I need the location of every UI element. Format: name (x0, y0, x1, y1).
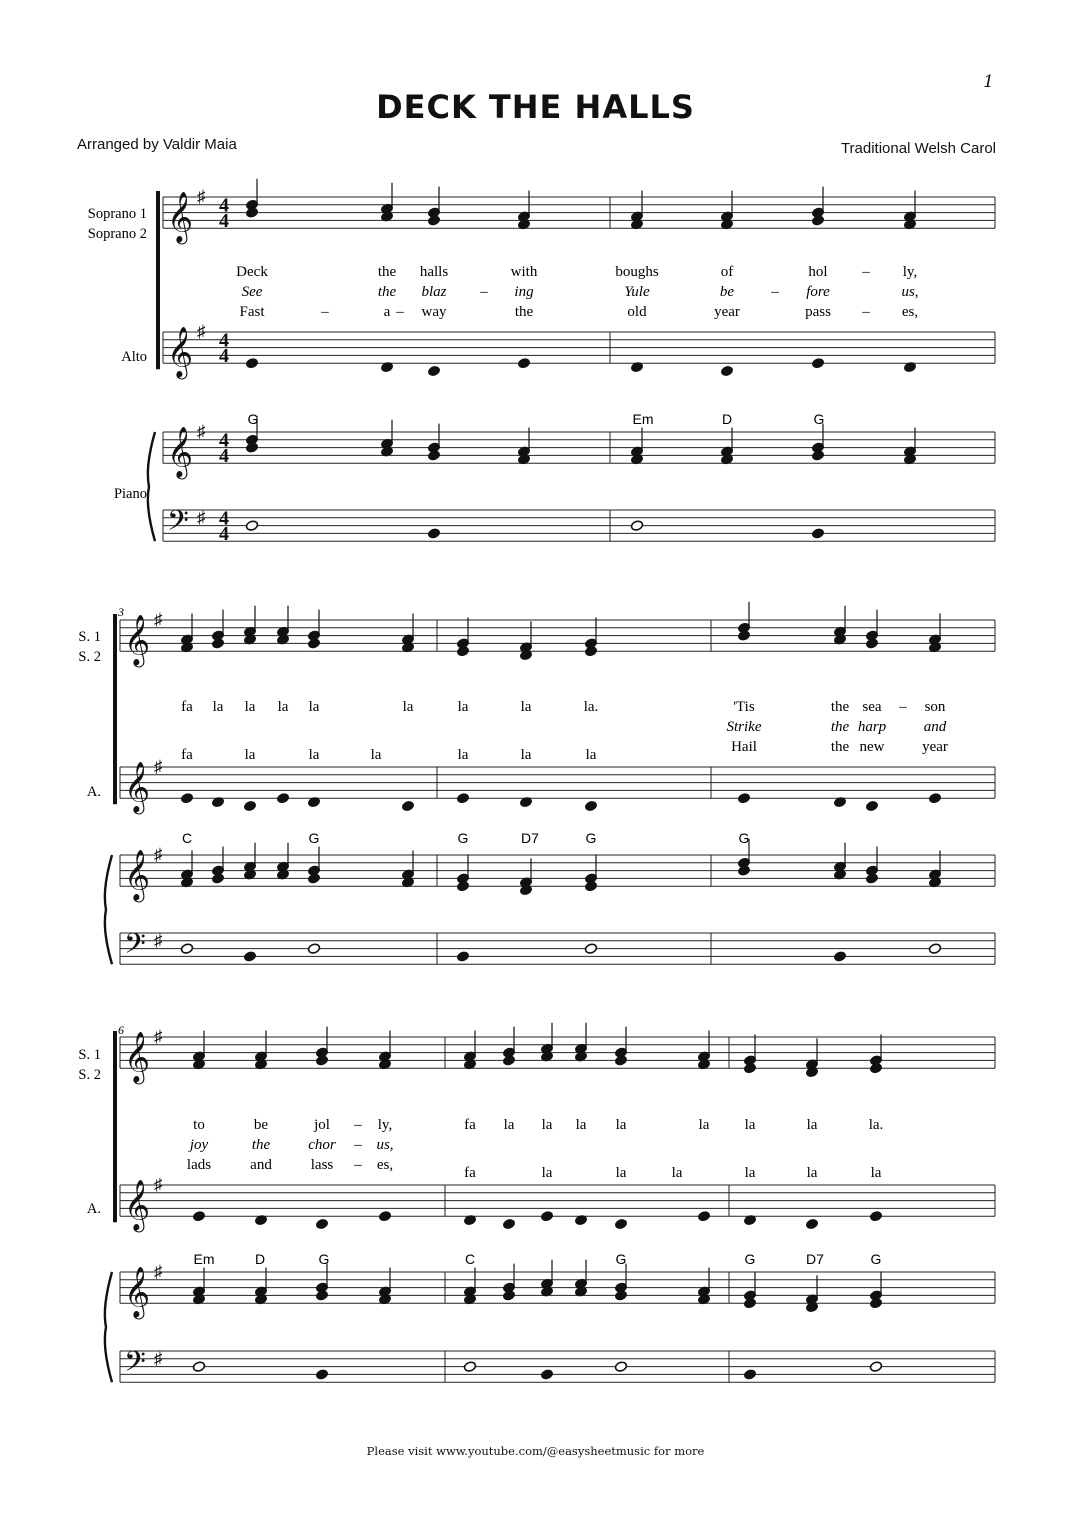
lyric-syllable: – (862, 304, 870, 320)
sharp-icon: ♯ (154, 930, 163, 950)
note-head (928, 943, 941, 955)
sharp-icon: ♯ (154, 610, 163, 629)
lyric-syllable: – (396, 304, 404, 320)
lyric-syllable: blaz (421, 284, 447, 300)
note-head (307, 638, 320, 650)
lyric-syllable: la. (868, 1117, 884, 1133)
alto-lyric-syllable: la (615, 1165, 627, 1181)
lyric-syllable: – (771, 284, 779, 300)
bass-clef-icon: 𝄢 (124, 929, 146, 967)
note-head (211, 873, 224, 885)
note-head (276, 792, 289, 804)
lyric-syllable: be (253, 1117, 269, 1133)
chord-symbol: G (615, 1251, 627, 1267)
note-head (540, 1369, 553, 1381)
note-head (502, 1218, 515, 1230)
note-head (211, 638, 224, 650)
lyric-syllable: to (193, 1117, 205, 1133)
lyric-syllable: la (244, 699, 256, 715)
treble-clef-icon: 𝄞 (167, 427, 194, 477)
note-head (307, 873, 320, 885)
time-signature-top: 4 (219, 194, 229, 217)
chord-symbol: G (738, 830, 750, 846)
lyric-syllable: pass (805, 304, 831, 320)
lyric-syllable: of (720, 264, 734, 280)
alto-lyric-syllable: la (520, 747, 532, 763)
lyric-syllable: us, (376, 1137, 394, 1153)
sharp-icon: ♯ (154, 1348, 163, 1368)
alto-lyric-syllable: la (541, 1165, 553, 1181)
sharp-icon: ♯ (197, 187, 206, 206)
chord-symbol: D (721, 411, 733, 427)
lyric-syllable: fa (464, 1117, 476, 1133)
lyric-syllable: la (520, 699, 532, 715)
chord-symbol: C (464, 1251, 476, 1267)
lyric-syllable: the (514, 304, 534, 320)
lyric-syllable: fore (806, 284, 830, 300)
note-head (378, 1210, 391, 1222)
note-head (427, 365, 440, 377)
lyric-syllable: la (457, 699, 469, 715)
lyric-syllable: la (212, 699, 224, 715)
lyric-syllable: and (923, 719, 947, 735)
alto-lyric-syllable: la (585, 747, 597, 763)
lyric-syllable: See (241, 284, 263, 300)
note-head (697, 1210, 710, 1222)
lyric-syllable: a (383, 304, 391, 320)
sharp-icon: ♯ (154, 1027, 163, 1046)
note-head (928, 792, 941, 804)
chord-symbol: G (318, 1251, 330, 1267)
chord-symbol: G (247, 411, 259, 427)
chord-symbol: D (254, 1251, 266, 1267)
note-heads (124, 179, 942, 1385)
composer-credit: Traditional Welsh Carol (840, 140, 996, 157)
chord-symbol: G (585, 830, 597, 846)
time-signature-top: 4 (219, 507, 229, 530)
note-head (456, 792, 469, 804)
measure-number: 3 (118, 605, 124, 619)
note-head (315, 1055, 328, 1067)
lyric-syllable: – (321, 304, 329, 320)
lyric-syllable: la (541, 1117, 553, 1133)
note-head (737, 865, 750, 877)
piano-bass-staff (163, 507, 995, 541)
lyric-syllable: year (714, 304, 740, 320)
note-head (456, 645, 469, 657)
note-head (869, 1361, 882, 1373)
alto-staff (120, 1185, 995, 1216)
lyric-syllable: es, (901, 304, 919, 320)
note-head (401, 800, 414, 812)
alto-lyric-syllable: la (744, 1165, 756, 1181)
lyric-syllable: halls (419, 264, 449, 280)
sharp-icon: ♯ (197, 422, 206, 441)
piano-bass-staff (120, 1348, 995, 1382)
alto-lyric-syllable: la (457, 747, 469, 763)
song-title: DECK THE HALLS (376, 88, 695, 126)
sharp-icon: ♯ (154, 1175, 163, 1194)
lyric-syllable: lass (310, 1157, 334, 1173)
treble-clef-icon: 𝄞 (167, 327, 194, 377)
alto-lyric-syllable: la (671, 1165, 683, 1181)
note-head (743, 1062, 756, 1074)
lyrics-and-chords (117, 264, 948, 1267)
chord-symbol: D7 (521, 830, 539, 846)
lyric-syllable: la (503, 1117, 515, 1133)
note-head (614, 1055, 627, 1067)
lyric-syllable: la (615, 1117, 627, 1133)
note-head (811, 215, 824, 227)
treble-clef-icon: 𝄞 (124, 1267, 151, 1317)
label-alto-short: A. (86, 784, 101, 800)
note-head (614, 1290, 627, 1302)
lyric-syllable: be (719, 284, 735, 300)
sharp-icon: ♯ (154, 1262, 163, 1281)
chord-symbol: C (181, 830, 193, 846)
alto-lyric-syllable: la (244, 747, 256, 763)
piano-brace (148, 432, 155, 541)
sharp-icon: ♯ (154, 845, 163, 864)
lyric-syllable: la (806, 1117, 818, 1133)
time-signature-bottom: 4 (219, 210, 229, 233)
lyric-syllable: fa (181, 699, 193, 715)
time-signature-top: 4 (219, 429, 229, 452)
label-alto-short: A. (86, 1201, 101, 1217)
label-soprano-1-short: S. 1 (78, 1047, 101, 1063)
lyric-syllable: ing (514, 284, 534, 300)
lyric-syllable: Strike (726, 719, 762, 735)
note-head (869, 1062, 882, 1074)
bass-clef-icon: 𝄢 (124, 1347, 146, 1385)
lyric-syllable: chor (308, 1137, 336, 1153)
note-head (456, 880, 469, 892)
label-alto: Alto (121, 349, 147, 365)
lyric-syllable: hol (808, 264, 828, 280)
note-head (833, 951, 846, 963)
lyric-syllable: boughs (615, 264, 659, 280)
note-head (315, 1369, 328, 1381)
note-head (743, 1297, 756, 1309)
lyric-syllable: la (402, 699, 414, 715)
treble-clef-icon: 𝄞 (124, 1180, 151, 1230)
label-soprano-1-short: S. 1 (78, 629, 101, 645)
alto-lyric-syllable: la (308, 747, 320, 763)
lyric-syllable: us, (901, 284, 919, 300)
chord-symbol: G (744, 1251, 756, 1267)
note-head (811, 357, 824, 369)
note-head (811, 528, 824, 540)
lyric-syllable: – (354, 1137, 362, 1153)
note-head (584, 800, 597, 812)
label-soprano-2-short: S. 2 (78, 1067, 101, 1083)
note-head (180, 943, 193, 955)
chord-symbol: G (813, 411, 825, 427)
chord-symbol: G (870, 1251, 882, 1267)
note-head (805, 1218, 818, 1230)
treble-clef-icon: 𝄞 (124, 762, 151, 812)
note-head (427, 450, 440, 462)
lyric-syllable: ly, (377, 1117, 393, 1133)
lyric-syllable: and (250, 1157, 272, 1173)
lyric-syllable: son (924, 699, 946, 715)
note-head (456, 951, 469, 963)
treble-clef-icon: 𝄞 (167, 192, 194, 242)
lyric-syllable: the (830, 719, 850, 735)
lyric-syllable: – (354, 1117, 362, 1133)
lyric-syllable: la (277, 699, 289, 715)
note-head (502, 1055, 515, 1067)
note-head (737, 630, 750, 642)
lyric-syllable: – (480, 284, 488, 300)
note-head (869, 1297, 882, 1309)
lyric-syllable: year (922, 739, 948, 755)
note-head (180, 792, 193, 804)
lyric-syllable: way (421, 304, 447, 320)
lyric-syllable: 'Tis (733, 699, 755, 715)
measure-number: 6 (118, 1023, 124, 1037)
piano-treble-staff (163, 429, 995, 463)
note-head (584, 645, 597, 657)
note-head (245, 520, 258, 532)
alto-lyric-syllable: la (806, 1165, 818, 1181)
soprano-staff (163, 194, 995, 228)
label-soprano-1: Soprano 1 (87, 206, 147, 222)
soprano-staff (120, 1037, 995, 1068)
treble-clef-icon: 𝄞 (124, 615, 151, 665)
piano-brace (105, 1272, 112, 1382)
label-soprano-2: Soprano 2 (87, 226, 147, 242)
lyric-syllable: the (377, 264, 397, 280)
note-head (427, 215, 440, 227)
time-signature-bottom: 4 (219, 523, 229, 546)
lyric-syllable: la (698, 1117, 710, 1133)
lyric-syllable: Deck (236, 264, 268, 280)
note-head (315, 1218, 328, 1230)
note-head (869, 1210, 882, 1222)
lyric-syllable: la (744, 1117, 756, 1133)
staff-lines (105, 191, 995, 1382)
footer-note: Please visit www.youtube.com/@easysheetmusic for more (366, 1444, 705, 1458)
note-head (192, 1361, 205, 1373)
note-head (245, 442, 258, 454)
lyric-syllable: the (830, 739, 850, 755)
page-number: 1 (983, 72, 994, 92)
bass-clef-icon: 𝄢 (167, 506, 189, 544)
lyric-syllable: new (859, 739, 885, 755)
label-soprano-2-short: S. 2 (78, 649, 101, 665)
lyric-syllable: – (354, 1157, 362, 1173)
chord-symbol: Em (193, 1251, 215, 1267)
lyric-syllable: es, (376, 1157, 394, 1173)
lyric-syllable: Fast (239, 304, 265, 320)
note-head (865, 873, 878, 885)
note-head (630, 520, 643, 532)
note-head (517, 357, 530, 369)
lyric-syllable: lads (186, 1157, 212, 1173)
chord-symbol: D7 (806, 1251, 824, 1267)
note-head (427, 528, 440, 540)
note-head (540, 1210, 553, 1222)
note-head (243, 800, 256, 812)
lyric-syllable: old (627, 304, 647, 320)
sharp-icon: ♯ (197, 507, 206, 527)
piano-treble-staff (120, 1272, 995, 1303)
note-head (245, 357, 258, 369)
alto-lyric-syllable: fa (464, 1165, 476, 1181)
lyric-syllable: ly, (902, 264, 918, 280)
note-head (584, 880, 597, 892)
lyric-syllable: jol (314, 1117, 330, 1133)
alto-lyric-syllable: la (370, 747, 382, 763)
alto-staff (120, 767, 995, 798)
alto-lyric-syllable: fa (181, 747, 193, 763)
time-signature-top: 4 (219, 329, 229, 352)
treble-clef-icon: 𝄞 (124, 850, 151, 900)
lyric-syllable: Hail (731, 739, 757, 755)
lyric-syllable: the (377, 284, 397, 300)
arranger-credit: Arranged by Valdir Maia (77, 136, 237, 153)
label-piano: Piano (113, 486, 147, 502)
lyric-syllable: the (251, 1137, 271, 1153)
chord-symbol: Em (632, 411, 654, 427)
note-head (243, 951, 256, 963)
note-head (614, 1218, 627, 1230)
note-head (720, 365, 733, 377)
lyric-syllable: la (575, 1117, 587, 1133)
time-signature-bottom: 4 (219, 345, 229, 368)
chord-symbol: G (308, 830, 320, 846)
lyric-syllable: la (308, 699, 320, 715)
time-signature-bottom: 4 (219, 445, 229, 468)
lyric-syllable: Yule (624, 284, 650, 300)
lyric-syllable: – (899, 699, 907, 715)
note-head (743, 1369, 756, 1381)
lyric-syllable: sea (862, 699, 882, 715)
treble-clef-icon: 𝄞 (124, 1032, 151, 1082)
lyric-syllable: the (830, 699, 850, 715)
note-head (865, 800, 878, 812)
chord-symbol: G (457, 830, 469, 846)
note-head (307, 943, 320, 955)
piano-brace (105, 855, 112, 964)
note-head (614, 1361, 627, 1373)
lyric-syllable: – (862, 264, 870, 280)
note-head (865, 638, 878, 650)
lyric-syllable: joy (189, 1137, 209, 1153)
sharp-icon: ♯ (154, 757, 163, 776)
note-head (245, 207, 258, 219)
lyric-syllable: harp (857, 719, 887, 735)
alto-staff (163, 329, 995, 363)
note-head (315, 1290, 328, 1302)
note-head (737, 792, 750, 804)
note-head (463, 1361, 476, 1373)
note-head (502, 1290, 515, 1302)
note-head (192, 1210, 205, 1222)
lyric-syllable: with (510, 264, 538, 280)
lyric-syllable: la. (583, 699, 599, 715)
note-head (811, 450, 824, 462)
note-head (584, 943, 597, 955)
alto-lyric-syllable: la (870, 1165, 882, 1181)
sharp-icon: ♯ (197, 322, 206, 341)
